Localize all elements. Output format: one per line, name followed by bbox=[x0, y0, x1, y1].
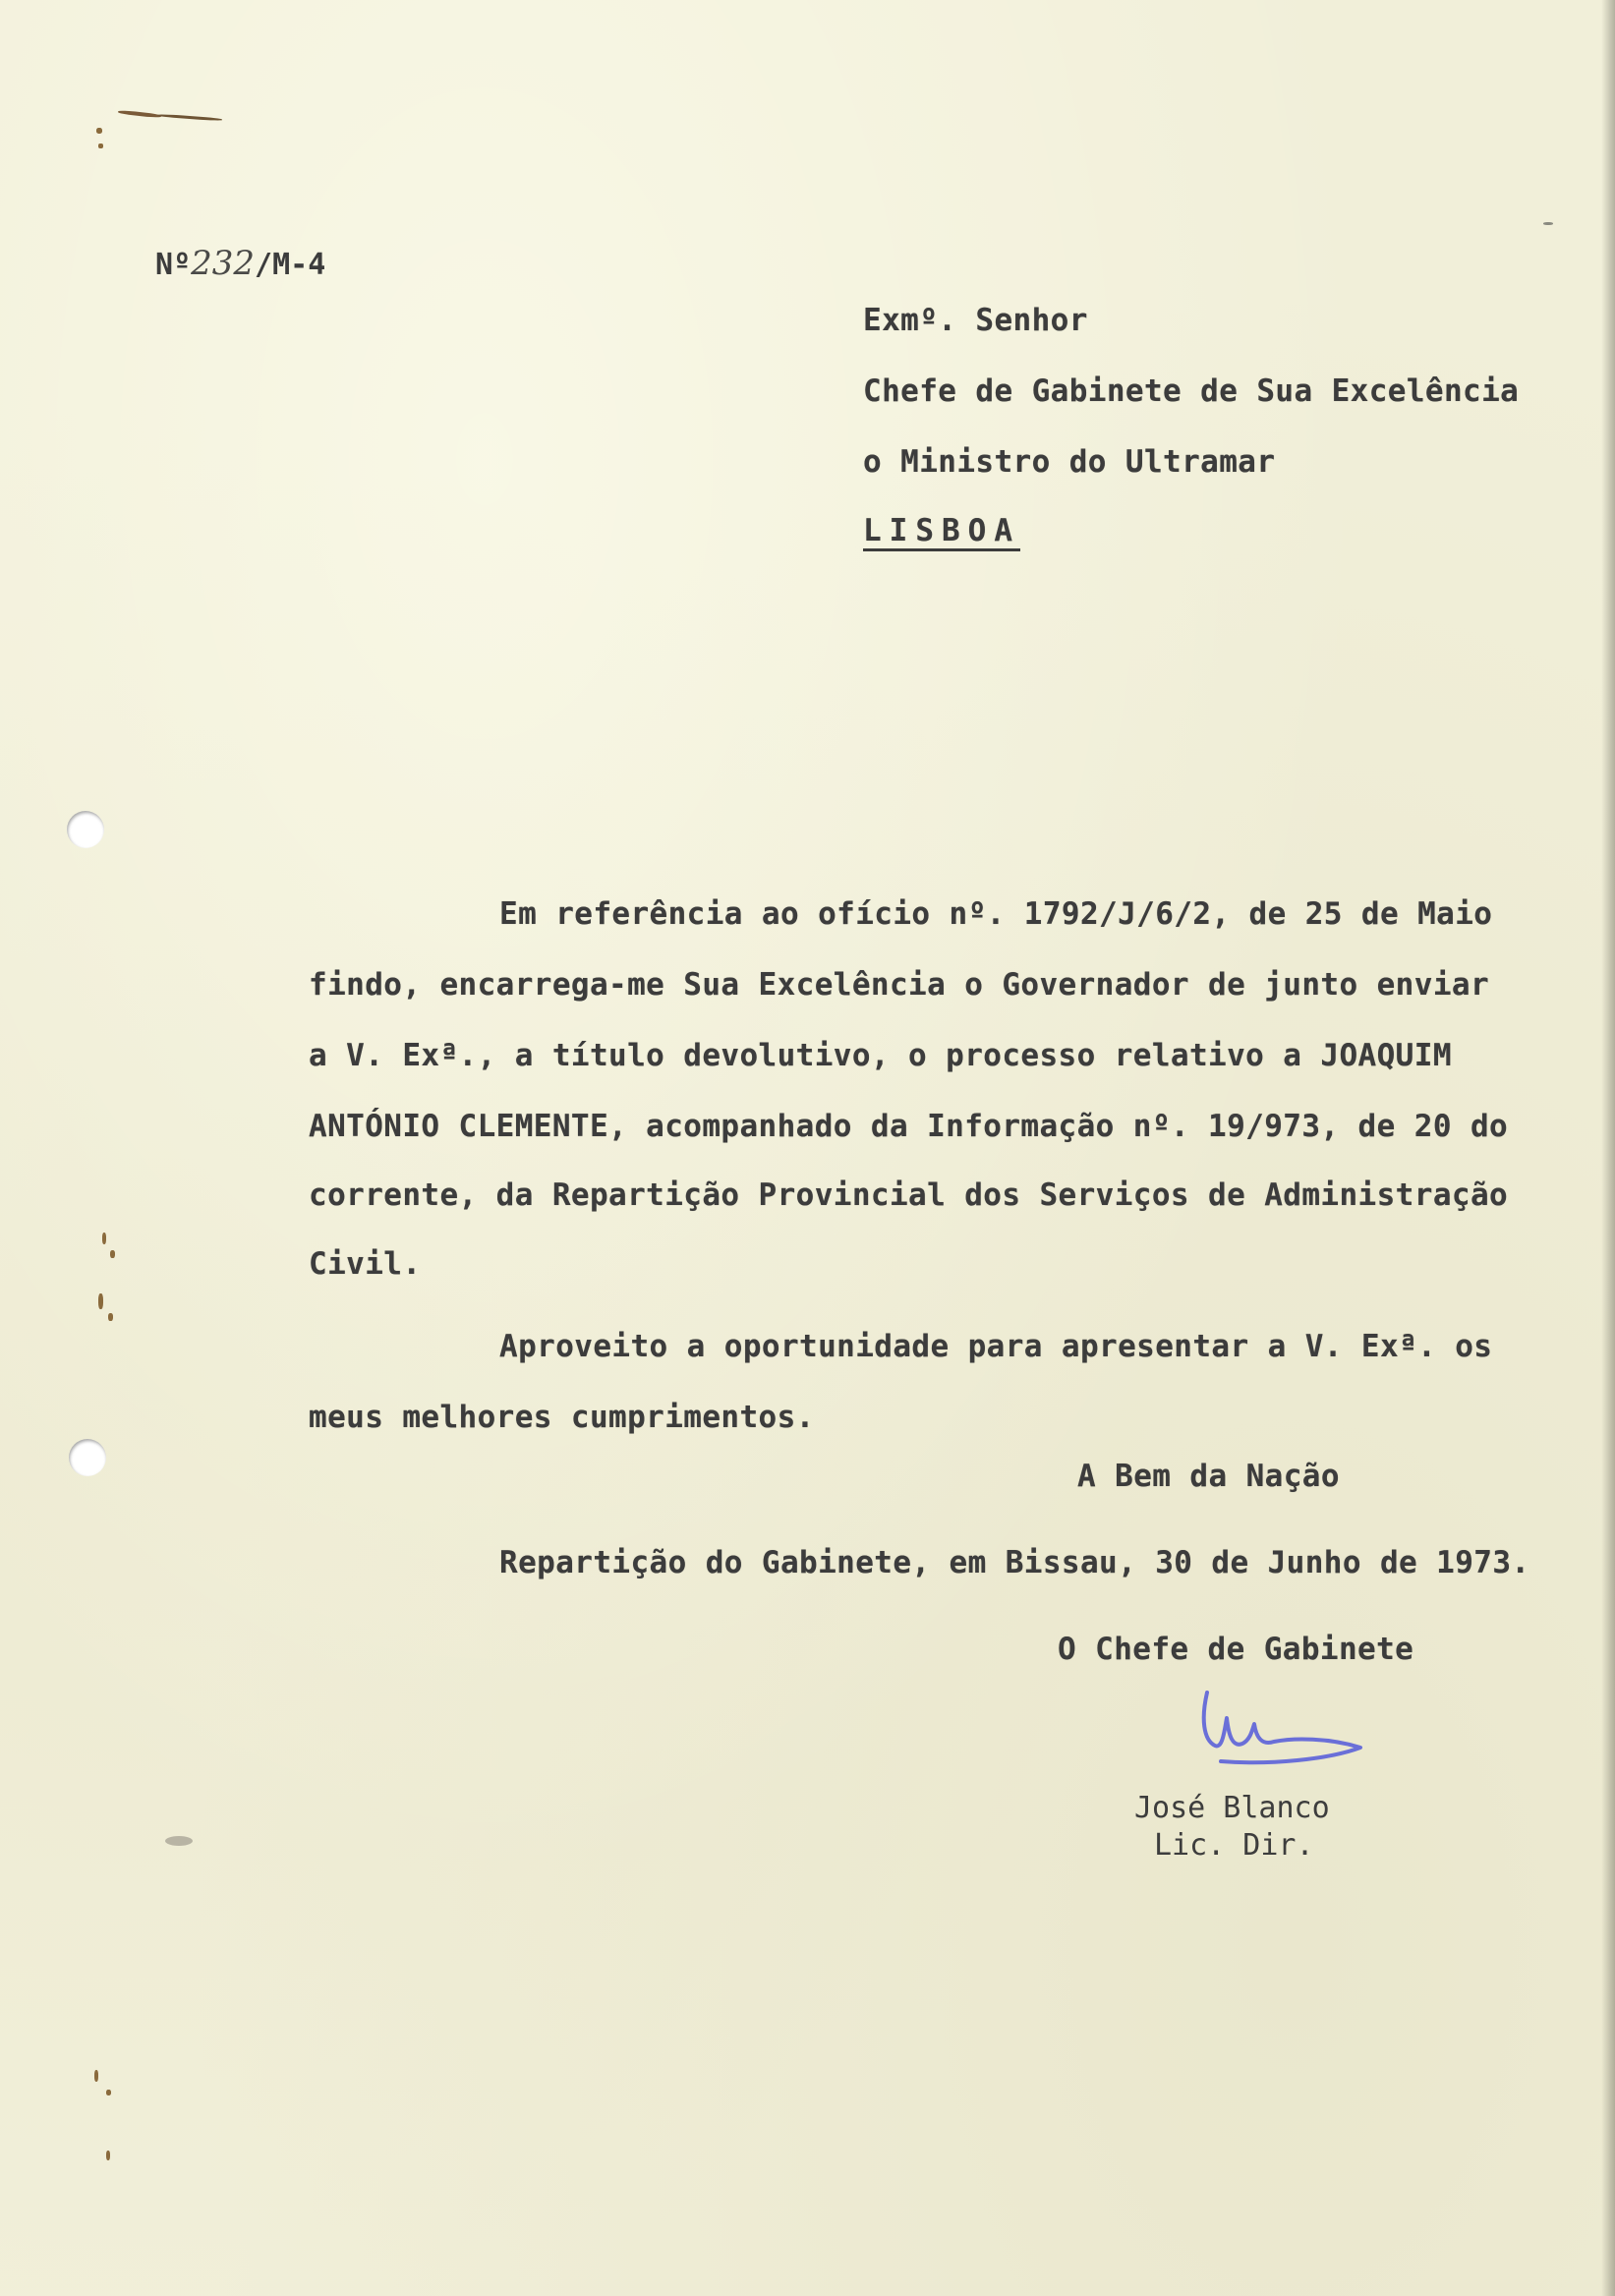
body-line: a V. Exª., a título devolutivo, o processo relativo a JOAQUIM bbox=[309, 1038, 1452, 1073]
page-edge-shadow bbox=[1601, 0, 1615, 2296]
stain-mark bbox=[108, 1313, 113, 1321]
stain-mark bbox=[98, 144, 103, 148]
stain-mark bbox=[118, 110, 161, 119]
signatory-title: Lic. Dir. bbox=[1154, 1828, 1314, 1863]
body-line: corrente, da Repartição Provincial dos Serviços de Administração bbox=[309, 1177, 1509, 1213]
reference-number bbox=[155, 244, 325, 283]
stain-mark bbox=[1543, 222, 1553, 225]
stain-mark bbox=[106, 2090, 111, 2095]
body-line: findo, encarrega-me Sua Excelência o Governador de junto enviar bbox=[309, 967, 1490, 1003]
stain-mark bbox=[110, 1250, 115, 1258]
stain-mark bbox=[94, 2070, 98, 2082]
signatory-name: José Blanco bbox=[1134, 1791, 1330, 1825]
closing-motto: A Bem da Nação bbox=[1077, 1459, 1340, 1494]
addressee-line-1: Chefe de Gabinete de Sua Excelência bbox=[863, 373, 1520, 409]
handwritten-signature bbox=[1191, 1689, 1368, 1797]
reference-suffix: /M-4 bbox=[255, 248, 326, 282]
body-line: ANTÓNIO CLEMENTE, acompanhado da Informação nº. 19/973, de 20 do bbox=[309, 1109, 1509, 1144]
stain-mark bbox=[98, 1293, 103, 1309]
reference-handwritten-number: 232 bbox=[191, 244, 256, 283]
stain-mark bbox=[106, 2151, 110, 2160]
addressee-line-2: o Ministro do Ultramar bbox=[863, 444, 1276, 480]
closing-place-date: Repartição do Gabinete, em Bissau, 30 de Junho de 1973. bbox=[499, 1545, 1530, 1580]
body-line: meus melhores cumprimentos. bbox=[309, 1400, 815, 1435]
body-line: Aproveito a oportunidade para apresentar a V. Exª. os bbox=[499, 1329, 1493, 1364]
stain-mark bbox=[96, 128, 102, 134]
closing-role: O Chefe de Gabinete bbox=[1058, 1632, 1414, 1667]
body-line: Em referência ao ofício nº. 1792/J/6/2, de 25 de Maio bbox=[499, 896, 1493, 932]
addressee-salutation: Exmº. Senhor bbox=[863, 303, 1088, 338]
addressee-city: LISBOA bbox=[863, 513, 1020, 548]
body-line: Civil. bbox=[309, 1246, 422, 1282]
stain-mark bbox=[165, 1836, 193, 1846]
punch-hole-top bbox=[67, 811, 104, 848]
punch-hole-bottom bbox=[69, 1439, 106, 1476]
reference-prefix: Nº bbox=[155, 248, 192, 282]
stain-mark bbox=[102, 1233, 106, 1244]
stain-mark bbox=[157, 114, 222, 122]
